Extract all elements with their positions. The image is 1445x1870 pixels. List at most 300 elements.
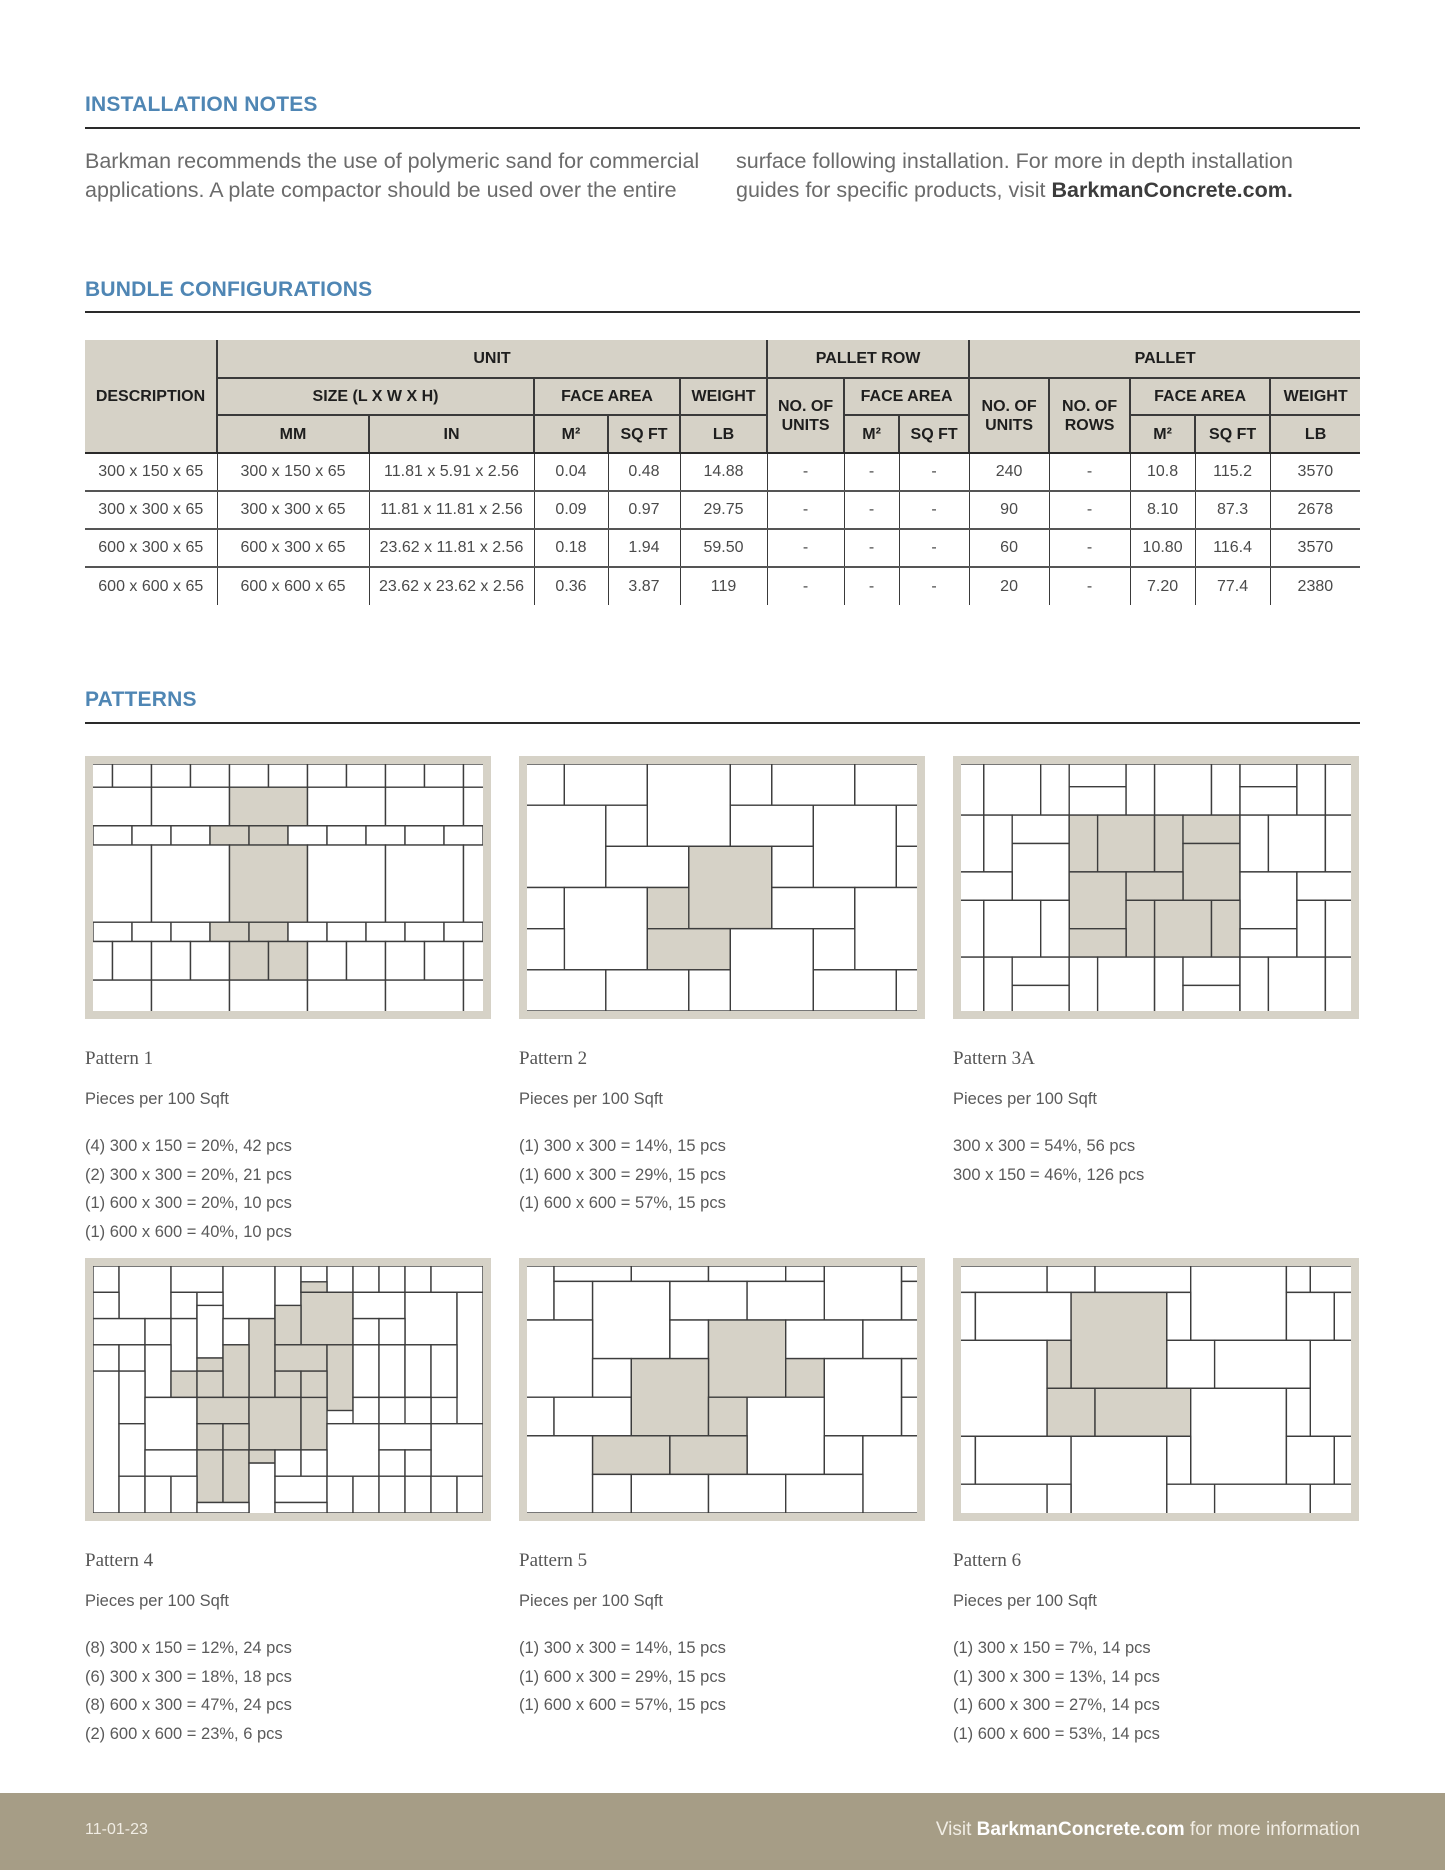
pattern-diagram	[953, 756, 1359, 1019]
table-cell-p-sqft: 116.4	[1195, 529, 1270, 567]
table-cell-in: 11.81 x 11.81 x 2.56	[369, 491, 534, 529]
paver	[1297, 900, 1326, 957]
highlighted-paver	[1069, 929, 1126, 957]
header-mm: MM	[217, 415, 369, 453]
list-item: (1) 600 x 300 = 29%, 15 pcs	[519, 1165, 726, 1184]
paver	[197, 1305, 223, 1358]
paver	[171, 1266, 223, 1292]
header-pallet-weight: WEIGHT	[1270, 378, 1360, 415]
paver	[631, 1474, 708, 1513]
paver	[93, 942, 113, 981]
paver	[961, 957, 984, 1011]
paver	[1215, 1484, 1311, 1513]
header-pallet-row-sqft: SQ FT	[899, 415, 969, 453]
paver	[171, 1476, 197, 1513]
paver	[457, 1476, 483, 1513]
footer-visit-suffix: for more information	[1184, 1819, 1360, 1840]
pattern-subtitle: Pieces per 100 Sqft	[953, 1592, 1098, 1610]
header-face-area: FACE AREA	[534, 378, 680, 415]
paver	[93, 845, 152, 922]
paver	[301, 1450, 327, 1476]
paver	[902, 1281, 917, 1320]
paver	[772, 846, 814, 887]
bundle-configurations-table	[85, 340, 1360, 605]
paver	[1215, 1340, 1311, 1388]
paver	[896, 805, 917, 846]
paver	[171, 1319, 197, 1372]
table-cell-pr-sqft: -	[899, 491, 969, 529]
paver	[1310, 1266, 1351, 1292]
list-item: (1) 300 x 300 = 13%, 14 pcs	[953, 1667, 1160, 1686]
pattern-subtitle: Pieces per 100 Sqft	[85, 1592, 230, 1610]
paver	[527, 1397, 554, 1436]
paver	[275, 1503, 327, 1514]
paver	[1155, 957, 1184, 1011]
table-row	[85, 453, 1360, 491]
paver	[405, 1450, 431, 1476]
paver	[145, 1476, 171, 1513]
highlighted-paver	[249, 922, 288, 941]
highlighted-paver	[670, 1436, 747, 1475]
paver	[747, 1397, 824, 1474]
paver	[119, 1345, 145, 1371]
highlighted-paver	[171, 1371, 197, 1397]
table-row	[85, 567, 1360, 605]
paver	[171, 826, 210, 845]
pattern-card	[85, 1258, 491, 1748]
table-cell-pr-units: -	[767, 529, 844, 567]
paver	[230, 980, 308, 1011]
paver	[405, 1345, 431, 1398]
paver	[1240, 957, 1269, 1011]
highlighted-paver	[1071, 1292, 1167, 1388]
highlighted-paver	[1069, 815, 1098, 872]
paver	[961, 815, 984, 872]
highlighted-paver	[593, 1436, 670, 1475]
paver	[308, 980, 386, 1011]
highlighted-paver	[301, 1282, 327, 1293]
header-pallet-row-face-area: FACE AREA	[844, 378, 969, 415]
paver	[132, 826, 171, 845]
highlighted-paver	[197, 1397, 249, 1423]
paver	[353, 1292, 405, 1318]
table-cell-p-rows: -	[1049, 529, 1130, 567]
paver	[813, 970, 896, 1011]
header-sqft: SQ FT	[608, 415, 680, 453]
paver	[975, 1436, 1071, 1484]
table-cell-p-rows: -	[1049, 491, 1130, 529]
pattern-subtitle: Pieces per 100 Sqft	[519, 1592, 664, 1610]
table-cell-mm: 300 x 300 x 65	[217, 491, 369, 529]
pattern-card	[519, 756, 925, 1218]
highlighted-paver	[1069, 872, 1126, 929]
paver	[1240, 872, 1297, 929]
paver	[772, 888, 855, 929]
paver	[786, 1266, 825, 1281]
paver	[689, 970, 731, 1011]
highlighted-paver	[1095, 1388, 1191, 1436]
paver	[709, 1474, 786, 1513]
paver	[347, 764, 386, 787]
highlighted-paver	[647, 888, 689, 929]
paver	[425, 764, 464, 787]
paver	[327, 1476, 353, 1513]
highlighted-paver	[210, 922, 249, 941]
paver	[405, 826, 444, 845]
paver	[902, 1359, 917, 1398]
paver	[824, 1266, 901, 1320]
paver	[1325, 764, 1351, 815]
footer-visit-prefix: Visit	[935, 1819, 977, 1840]
paver	[275, 1476, 327, 1502]
highlighted-paver	[1183, 844, 1240, 901]
paver	[93, 787, 152, 826]
table-cell-lb: 59.50	[680, 529, 767, 567]
header-pallet-face-area: FACE AREA	[1130, 378, 1270, 415]
paver	[896, 970, 917, 1011]
paver	[1126, 764, 1155, 815]
paver	[386, 764, 425, 787]
highlighted-paver	[197, 1358, 223, 1371]
header-weight: WEIGHT	[680, 378, 767, 415]
paver	[961, 872, 1012, 900]
paver	[191, 942, 230, 981]
paver	[464, 787, 484, 826]
paver	[1325, 900, 1351, 957]
table-cell-p-lb: 2678	[1270, 491, 1360, 529]
paver	[353, 1319, 379, 1345]
paver	[464, 942, 484, 981]
paver	[464, 845, 484, 922]
paver	[564, 764, 647, 805]
table-row	[85, 491, 1360, 529]
paver	[1098, 957, 1155, 1011]
pattern-subtitle: Pieces per 100 Sqft	[85, 1090, 230, 1108]
list-item: (1) 600 x 600 = 40%, 10 pcs	[85, 1222, 292, 1241]
paver	[113, 764, 152, 787]
table-cell-sqft: 0.97	[608, 491, 680, 529]
pattern-title: Pattern 6	[953, 1550, 1022, 1571]
paver	[308, 764, 347, 787]
highlighted-paver	[197, 1450, 223, 1503]
paver	[119, 1424, 145, 1477]
paver	[1012, 985, 1069, 1011]
pattern-pieces-list	[519, 1132, 925, 1218]
paver	[855, 764, 917, 805]
list-item: 300 x 150 = 46%, 126 pcs	[953, 1165, 1145, 1184]
pattern-pieces-list	[85, 1132, 491, 1246]
footer-date: 11-01-23	[85, 1821, 148, 1838]
pattern-diagram	[953, 1258, 1359, 1521]
paver	[132, 922, 171, 941]
header-m2: M²	[534, 415, 608, 453]
footer	[0, 1793, 1445, 1870]
highlighted-paver	[1098, 815, 1155, 872]
table-cell-mm: 600 x 300 x 65	[217, 529, 369, 567]
table-cell-p-lb: 3570	[1270, 529, 1360, 567]
highlighted-paver	[230, 942, 269, 981]
list-item: (6) 300 x 300 = 18%, 18 pcs	[85, 1667, 292, 1686]
paver	[444, 922, 483, 941]
highlighted-paver	[1155, 815, 1184, 872]
paver	[230, 764, 269, 787]
paver	[1286, 1266, 1310, 1292]
paver	[1268, 815, 1325, 872]
section-divider	[85, 722, 1360, 724]
highlighted-paver	[197, 1371, 223, 1397]
paver	[327, 1266, 353, 1292]
paver	[113, 942, 152, 981]
paver	[1041, 764, 1070, 815]
table-cell-desc: 600 x 300 x 65	[85, 529, 217, 567]
paver	[961, 1266, 1047, 1292]
paver	[709, 1266, 786, 1281]
list-item: (8) 600 x 300 = 47%, 24 pcs	[85, 1696, 292, 1714]
pattern-pieces-list	[953, 1634, 1359, 1748]
table-cell-pr-m2: -	[844, 453, 899, 491]
paver	[1069, 764, 1126, 787]
table-cell-mm: 600 x 600 x 65	[217, 567, 369, 605]
paver	[730, 805, 813, 846]
table-cell-pr-sqft: -	[899, 453, 969, 491]
paver	[93, 1371, 119, 1513]
pattern-pieces-list	[85, 1634, 491, 1748]
pattern-title: Pattern 2	[519, 1048, 588, 1069]
header-pallet-sqft: SQ FT	[1195, 415, 1270, 453]
highlighted-paver	[1155, 900, 1212, 957]
highlighted-paver	[1047, 1340, 1071, 1388]
paver	[1240, 787, 1297, 815]
paver	[961, 900, 984, 957]
paver	[1041, 900, 1070, 957]
table-cell-desc: 300 x 300 x 65	[85, 491, 217, 529]
list-item: (8) 300 x 150 = 12%, 24 pcs	[85, 1639, 292, 1657]
paver	[444, 826, 483, 845]
pattern-subtitle: Pieces per 100 Sqft	[519, 1090, 664, 1108]
paver	[984, 764, 1041, 815]
paver	[223, 1319, 249, 1345]
highlighted-paver	[647, 929, 730, 970]
paver	[863, 1436, 917, 1513]
list-item: (4) 300 x 150 = 20%, 42 pcs	[85, 1137, 292, 1155]
paver	[961, 1436, 975, 1484]
paver	[1325, 815, 1351, 872]
table-cell-p-sqft: 87.3	[1195, 491, 1270, 529]
paver	[93, 1345, 119, 1371]
paver	[1167, 1484, 1215, 1513]
paver	[308, 787, 386, 826]
pattern-diagram	[85, 756, 491, 1019]
list-item: (1) 300 x 300 = 14%, 15 pcs	[519, 1639, 726, 1657]
paver	[152, 942, 191, 981]
paver	[1155, 764, 1212, 815]
paver	[425, 942, 464, 981]
paver	[386, 845, 464, 922]
paver	[379, 1345, 405, 1398]
paver	[527, 805, 606, 887]
header-pallet-row-m2: M²	[844, 415, 899, 453]
paver	[1183, 985, 1240, 1011]
header-pallet-units: NO. OF UNITS	[969, 378, 1049, 453]
paver	[554, 1266, 631, 1281]
table-row	[85, 529, 1360, 567]
header-pallet-row: PALLET ROW	[767, 340, 969, 378]
paver	[379, 1266, 405, 1292]
paver	[1191, 1266, 1287, 1340]
paver	[786, 1474, 863, 1513]
paver	[327, 826, 366, 845]
paver	[1334, 1292, 1351, 1340]
table-cell-desc: 600 x 600 x 65	[85, 567, 217, 605]
highlighted-paver	[223, 1345, 249, 1398]
table-cell-pr-units: -	[767, 491, 844, 529]
pattern-card	[953, 756, 1359, 1189]
footer-website-link[interactable]: BarkmanConcrete.com	[976, 1819, 1185, 1840]
paver	[896, 846, 917, 887]
list-item: (1) 300 x 150 = 7%, 14 pcs	[953, 1639, 1151, 1657]
table-cell-lb: 119	[680, 567, 767, 605]
paver	[249, 1463, 275, 1513]
list-item: (1) 300 x 300 = 14%, 15 pcs	[519, 1137, 726, 1155]
header-pallet-row-units: NO. OF UNITS	[767, 378, 844, 453]
highlighted-paver	[269, 942, 308, 981]
paver	[670, 1281, 747, 1320]
paver	[145, 1450, 197, 1476]
paver	[813, 929, 855, 970]
table-cell-p-m2: 10.80	[1130, 529, 1195, 567]
list-item: (1) 600 x 300 = 29%, 15 pcs	[519, 1667, 726, 1686]
paver	[353, 1476, 379, 1513]
highlighted-paver	[249, 1450, 275, 1463]
highlighted-paver	[689, 846, 772, 928]
paver	[554, 1397, 631, 1436]
paver	[961, 1292, 975, 1340]
highlighted-paver	[709, 1397, 748, 1436]
paver	[379, 1319, 405, 1345]
barkman-website-link[interactable]: BarkmanConcrete.com.	[1051, 178, 1293, 202]
paver	[606, 970, 689, 1011]
list-item: 300 x 300 = 54%, 56 pcs	[953, 1137, 1136, 1155]
paver	[327, 1424, 379, 1477]
paver	[145, 1345, 171, 1398]
paver	[1069, 787, 1126, 815]
pattern-title: Pattern 1	[85, 1048, 154, 1069]
highlighted-paver	[275, 1305, 301, 1344]
installation-notes-col2	[736, 147, 1336, 205]
paver	[119, 1266, 171, 1319]
list-item: (1) 600 x 600 = 57%, 15 pcs	[519, 1696, 726, 1714]
section-divider	[85, 311, 1360, 313]
paver	[405, 1476, 431, 1513]
paver	[93, 826, 132, 845]
table-cell-pr-m2: -	[844, 567, 899, 605]
paver	[464, 980, 484, 1011]
paver	[353, 1345, 379, 1398]
paver	[145, 1319, 171, 1345]
paver	[1286, 1436, 1334, 1484]
pattern-card	[519, 1258, 925, 1720]
table-cell-in: 11.81 x 5.91 x 2.56	[369, 453, 534, 491]
paver	[1047, 1266, 1095, 1292]
table-cell-in: 23.62 x 11.81 x 2.56	[369, 529, 534, 567]
pattern-diagram	[519, 756, 925, 1019]
pattern-title: Pattern 4	[85, 1550, 154, 1571]
paver	[730, 929, 813, 1011]
paver	[191, 764, 230, 787]
paver	[527, 929, 564, 970]
table-cell-p-lb: 3570	[1270, 453, 1360, 491]
table-cell-pr-units: -	[767, 453, 844, 491]
paver	[1069, 957, 1098, 1011]
table-cell-p-lb: 2380	[1270, 567, 1360, 605]
paver	[386, 942, 425, 981]
paver	[152, 764, 191, 787]
paver	[772, 764, 855, 805]
highlighted-paver	[709, 1320, 786, 1397]
table-cell-sqft: 1.94	[608, 529, 680, 567]
list-item: (1) 600 x 300 = 27%, 14 pcs	[953, 1696, 1160, 1714]
pattern-diagram	[519, 1258, 925, 1521]
paver	[855, 888, 917, 970]
table-cell-mm: 300 x 150 x 65	[217, 453, 369, 491]
paver	[1191, 1388, 1287, 1484]
paver	[457, 1292, 483, 1423]
paver	[1183, 957, 1240, 985]
header-in: IN	[369, 415, 534, 453]
installation-notes-title: INSTALLATION NOTES	[85, 93, 318, 116]
paver	[1268, 957, 1325, 1011]
paver	[527, 1320, 593, 1397]
patterns-title: PATTERNS	[85, 688, 197, 711]
paver	[366, 826, 405, 845]
paver	[431, 1266, 483, 1292]
highlighted-paver	[301, 1292, 353, 1345]
highlighted-paver	[230, 787, 308, 826]
paver	[824, 1359, 901, 1436]
paver	[961, 764, 984, 815]
paver	[152, 980, 230, 1011]
table-cell-p-rows: -	[1049, 453, 1130, 491]
paver	[379, 1450, 405, 1476]
paver	[647, 764, 730, 846]
table-cell-p-units: 20	[969, 567, 1049, 605]
paver	[405, 1397, 431, 1423]
paver	[1012, 957, 1069, 985]
paver	[431, 1476, 457, 1513]
table-cell-pr-m2: -	[844, 529, 899, 567]
paver	[223, 1266, 275, 1319]
paver	[1167, 1436, 1191, 1484]
table-cell-pr-sqft: -	[899, 529, 969, 567]
paver	[1240, 929, 1297, 957]
paver	[961, 1340, 1047, 1436]
header-pallet: PALLET	[969, 340, 1360, 378]
paver	[1286, 1388, 1310, 1436]
paver	[984, 900, 1041, 957]
highlighted-paver	[249, 1397, 301, 1450]
header-unit: UNIT	[217, 340, 767, 378]
paver	[1047, 1484, 1071, 1513]
paver	[119, 1476, 145, 1513]
table-cell-m2: 0.36	[534, 567, 608, 605]
installation-notes-col1: Barkman recommends the use of polymeric sand for commercial applications. A plate compactor should be used over the entire	[85, 149, 700, 202]
paver	[1310, 1484, 1351, 1513]
highlighted-paver	[275, 1371, 301, 1397]
pattern-pieces-list	[953, 1132, 1359, 1189]
paver	[527, 1436, 593, 1513]
table-cell-p-m2: 8.10	[1130, 491, 1195, 529]
paver	[327, 922, 366, 941]
